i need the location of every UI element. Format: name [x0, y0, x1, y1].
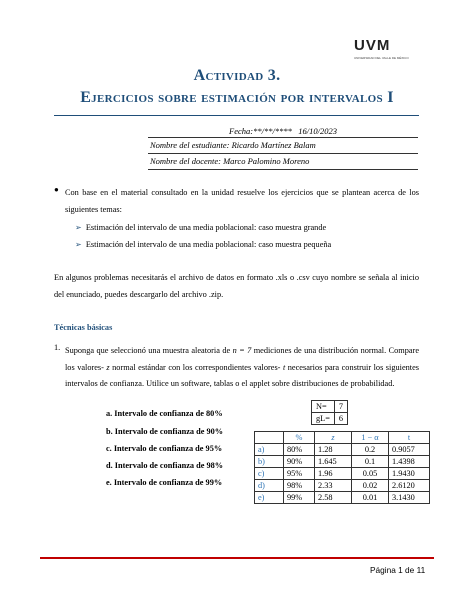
- table-cell: 1.9430: [389, 468, 430, 480]
- table-cell: 99%: [284, 492, 315, 504]
- date-mask: **/**/****: [253, 126, 292, 136]
- info-divider: [148, 153, 418, 154]
- table-cell: 0.01: [352, 492, 389, 504]
- table-cell: 0.05: [352, 468, 389, 480]
- table-cell: 2.6120: [389, 480, 430, 492]
- arrow-icon: ➢: [75, 240, 82, 249]
- row-label: b): [255, 456, 284, 468]
- footer-divider: [40, 557, 434, 559]
- table-row: [255, 468, 430, 480]
- section-title: Técnicas básicas: [54, 323, 113, 332]
- info-divider: [148, 137, 418, 138]
- critical-values-table: [254, 431, 430, 504]
- row-label: d): [255, 480, 284, 492]
- confidence-item: b. Intervalo de confianza de 90%: [106, 427, 224, 436]
- student-name: Nombre del estudiante: Ricardo Martínez Balam: [150, 140, 316, 150]
- table-header: %: [284, 432, 315, 444]
- confidence-item: d. Intervalo de confianza de 98%: [106, 461, 224, 470]
- table-cell: N=: [312, 401, 335, 413]
- table-cell: 1.645: [315, 456, 352, 468]
- table-row: [255, 480, 430, 492]
- topic-item: ➢ Estimación del intervalo de una media poblacional: caso muestra pequeña: [75, 240, 332, 249]
- row-label: e): [255, 492, 284, 504]
- table-cell: 3.1430: [389, 492, 430, 504]
- confidence-item: c. Intervalo de confianza de 95%: [106, 444, 223, 453]
- activity-title: Actividad 3.: [193, 67, 281, 84]
- table-header: t: [389, 432, 430, 444]
- table-header: z: [315, 432, 352, 444]
- sample-size-table: [311, 400, 348, 425]
- intro-bullet: Con base en el material consultado en la unidad resuelve los ejercicios que se plantean acerca de los siguientes temas:: [65, 188, 419, 214]
- row-label: c): [255, 468, 284, 480]
- table-cell: 90%: [284, 456, 315, 468]
- arrow-icon: ➢: [75, 223, 82, 232]
- table-cell: 1.28: [315, 444, 352, 456]
- logo-text: UVM: [354, 37, 391, 54]
- table-cell: 80%: [284, 444, 315, 456]
- uvm-logo: [354, 38, 410, 64]
- topic-item: ➢ Estimación del intervalo de una media poblacional: caso muestra grande: [75, 223, 327, 232]
- table-cell: 1.4398: [389, 456, 430, 468]
- confidence-item: e. Intervalo de confianza de 99%: [106, 478, 223, 487]
- data-file-paragraph: En algunos problemas necesitarás el archivo de datos en formato .xls o .csv cuyo nombre se señala al inicio del enunciado, puedes descargarlo del archivo .zip.: [54, 273, 419, 299]
- table-cell: 95%: [284, 468, 315, 480]
- table-header: 1 − α: [352, 432, 389, 444]
- table-cell: gL=: [312, 413, 335, 425]
- table-cell: 1.96: [315, 468, 352, 480]
- table-cell: 0.02: [352, 480, 389, 492]
- date-label: Fecha:: [229, 126, 254, 136]
- logo-subtitle: UNIVERSIDAD DEL VALLE DE MÉXICO: [354, 56, 409, 60]
- table-row: [255, 492, 430, 504]
- table-header-row: [255, 432, 430, 444]
- table-cell: 0.2: [352, 444, 389, 456]
- table-cell: 6: [334, 413, 347, 425]
- table-cell: 7: [334, 401, 347, 413]
- table-cell: 2.58: [315, 492, 352, 504]
- date-line: [150, 126, 416, 136]
- confidence-item: a. Intervalo de confianza de 80%: [106, 409, 223, 418]
- table-row: [255, 444, 430, 456]
- row-label: a): [255, 444, 284, 456]
- date-value: 16/10/2023: [298, 126, 337, 136]
- table-row: [255, 456, 430, 468]
- table-row: [312, 413, 348, 425]
- activity-subtitle: Ejercicios sobre estimación por intervalos I: [80, 89, 394, 106]
- page-number: Página 1 de 11: [370, 565, 426, 575]
- bullet-icon: ●: [54, 185, 59, 194]
- question-text: Suponga que seleccionó una muestra aleatoria de n = 7 mediciones de una distribución normal. Compare los valores- z normal estándar con los correspondientes valores- t necesarios para construir los siguientes intervalos de confianza. Utilice un software, tablas o el applet sobre distribuciones de probabilidad.: [65, 346, 420, 388]
- table-cell: 0.1: [352, 456, 389, 468]
- table-cell: 2.33: [315, 480, 352, 492]
- question-number: 1.: [54, 343, 61, 352]
- table-row: [312, 401, 348, 413]
- teacher-name: Nombre del docente: Marco Palomino Moreno: [150, 156, 310, 166]
- info-divider: [148, 169, 418, 170]
- table-cell: 98%: [284, 480, 315, 492]
- table-header: [255, 432, 284, 444]
- title-divider: [54, 115, 419, 116]
- table-cell: 0.9057: [389, 444, 430, 456]
